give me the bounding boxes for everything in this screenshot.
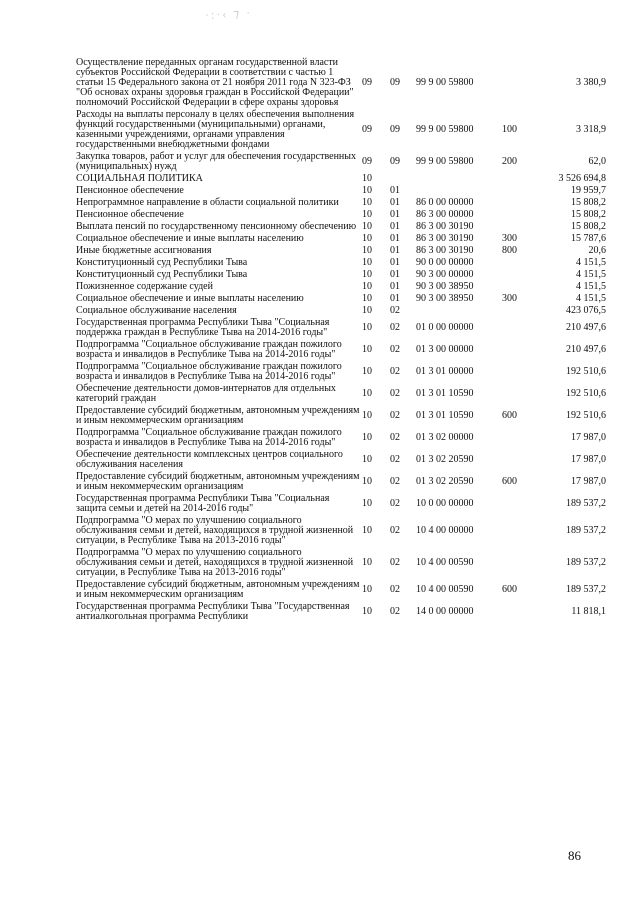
row-section: 10: [362, 185, 372, 196]
row-target-article: 90 3 00 00000: [416, 269, 474, 280]
row-expense-type: [502, 318, 536, 340]
row-section: 10: [362, 293, 372, 304]
row-subsection: 02: [390, 410, 400, 421]
row-subsection: 02: [390, 344, 400, 355]
row-subsection: 01: [390, 185, 400, 196]
row-subsection: 09: [390, 77, 400, 88]
row-name: Выплата пенсий по государственному пенсионному обеспечению: [76, 221, 357, 232]
budget-table: [76, 58, 606, 624]
table-row: [76, 580, 606, 602]
row-subsection: 02: [390, 498, 400, 509]
row-subsection: 01: [390, 233, 400, 244]
row-target-article: 01 3 02 00000: [416, 432, 474, 443]
row-name: Государственная программа Республики Тыва "Социальная поддержка граждан в Республике Тыва на 2014-2016 годы": [76, 317, 330, 338]
row-amount: 17 987,0: [571, 454, 606, 465]
row-expense-type: [502, 58, 536, 110]
row-expense-type: 200: [502, 156, 517, 167]
row-name: Пожизненное содержание судей: [76, 281, 213, 292]
table-row: [76, 384, 606, 406]
row-target-article: 99 9 00 59800: [416, 77, 474, 88]
table-row: [76, 602, 606, 624]
row-amount: 189 537,2: [566, 584, 606, 595]
row-expense-type: 600: [502, 476, 517, 487]
row-expense-type: [502, 428, 536, 450]
row-subsection: 02: [390, 366, 400, 377]
row-target-article: 10 4 00 00000: [416, 525, 474, 536]
row-section: 10: [362, 606, 372, 617]
row-subsection: 02: [390, 584, 400, 595]
row-target-article: 01 3 01 10590: [416, 410, 474, 421]
row-amount: 15 808,2: [571, 221, 606, 232]
row-target-article: 01 3 01 00000: [416, 366, 474, 377]
row-section: 10: [362, 344, 372, 355]
row-subsection: 01: [390, 257, 400, 268]
row-amount: 11 818,1: [571, 606, 606, 617]
row-expense-type: [502, 362, 536, 384]
table-row: [76, 450, 606, 472]
row-amount: 189 537,2: [566, 525, 606, 536]
row-name: Подпрограмма "О мерах по улучшению социального обслуживания семьи и детей, находящихся в трудной жизненной ситуации, в Республике Тыва на 2013-2016 годы": [76, 547, 354, 578]
row-amount: 3 526 694,8: [558, 173, 606, 184]
row-section: 10: [362, 454, 372, 465]
row-name: Государственная программа Республики Тыва "Государственная антиалкогольная программа Республики: [76, 601, 350, 622]
row-section: 10: [362, 410, 372, 421]
row-target-article: 90 3 00 38950: [416, 293, 474, 304]
row-section: 10: [362, 281, 372, 292]
row-section: 09: [362, 124, 372, 135]
row-target-article: 90 3 00 38950: [416, 281, 474, 292]
row-section: 10: [362, 173, 372, 184]
table-row: [76, 516, 606, 548]
row-expense-type: [502, 548, 536, 580]
row-subsection: 09: [390, 124, 400, 135]
row-expense-type: [502, 340, 536, 362]
row-section: 10: [362, 388, 372, 399]
row-name: Социальное обеспечение и иные выплаты населению: [76, 293, 304, 304]
row-expense-type: [502, 258, 536, 270]
row-section: 10: [362, 209, 372, 220]
row-amount: 4 151,5: [576, 281, 606, 292]
row-target-article: 90 0 00 00000: [416, 257, 474, 268]
row-amount: 4 151,5: [576, 269, 606, 280]
row-section: 10: [362, 221, 372, 232]
table-row: [76, 110, 606, 152]
row-name: Предоставление субсидий бюджетным, автономным учреждениям и иным некоммерческим организациям: [76, 579, 360, 600]
row-section: 10: [362, 233, 372, 244]
row-section: 10: [362, 525, 372, 536]
row-name: Социальное обслуживание населения: [76, 305, 237, 316]
row-section: 10: [362, 498, 372, 509]
row-name: Подпрограмма "О мерах по улучшению социального обслуживания семьи и детей, находящихся в трудной жизненной ситуации, в Республике Тыва на 2013-2016 годы": [76, 515, 354, 546]
table-row: [76, 362, 606, 384]
row-amount: 189 537,2: [566, 557, 606, 568]
row-target-article: 14 0 00 00000: [416, 606, 474, 617]
row-amount: 3 318,9: [576, 124, 606, 135]
row-expense-type: [502, 494, 536, 516]
row-target-article: 01 3 00 00000: [416, 344, 474, 355]
table-row: [76, 428, 606, 450]
row-subsection: 02: [390, 525, 400, 536]
row-subsection: 02: [390, 305, 400, 316]
row-section: 10: [362, 476, 372, 487]
row-amount: 4 151,5: [576, 257, 606, 268]
row-section: 09: [362, 77, 372, 88]
row-name: СОЦИАЛЬНАЯ ПОЛИТИКА: [76, 173, 203, 184]
row-target-article: [416, 306, 502, 318]
row-name: Пенсионное обеспечение: [76, 185, 184, 196]
row-amount: 210 497,6: [566, 344, 606, 355]
row-name: Пенсионное обеспечение: [76, 209, 184, 220]
row-subsection: 02: [390, 557, 400, 568]
row-name: Социальное обеспечение и иные выплаты населению: [76, 233, 304, 244]
row-name: Государственная программа Республики Тыва "Социальная защита семьи и детей на 2014-2016 годы": [76, 493, 330, 514]
row-name: Конституционный суд Республики Тыва: [76, 257, 248, 268]
row-amount: 15 808,2: [571, 197, 606, 208]
page-number: 86: [568, 848, 581, 863]
row-amount: 19 959,7: [571, 185, 606, 196]
row-expense-type: [502, 450, 536, 472]
row-expense-type: [502, 306, 536, 318]
row-name: Иные бюджетные ассигнования: [76, 245, 212, 256]
row-expense-type: 100: [502, 124, 517, 135]
row-section: 10: [362, 257, 372, 268]
row-amount: 3 380,9: [576, 77, 606, 88]
row-target-article: 86 3 00 30190: [416, 221, 474, 232]
row-section: 10: [362, 366, 372, 377]
budget-table-body: [76, 58, 606, 624]
row-section: 10: [362, 322, 372, 333]
row-subsection: 02: [390, 476, 400, 487]
row-expense-type: [502, 198, 536, 210]
row-target-article: 01 3 02 20590: [416, 454, 474, 465]
table-row: [76, 152, 606, 174]
row-name: Обеспечение деятельности домов-интернатов для отдельных категорий граждан: [76, 383, 336, 404]
table-row: [76, 406, 606, 428]
row-section: 10: [362, 432, 372, 443]
row-amount: 20,6: [588, 245, 606, 256]
row-section: 10: [362, 584, 372, 595]
row-subsection: 01: [390, 281, 400, 292]
row-expense-type: [502, 602, 536, 624]
row-target-article: 01 3 02 20590: [416, 476, 474, 487]
row-name: Предоставление субсидий бюджетным, автономным учреждениям и иным некоммерческим организациям: [76, 405, 360, 426]
row-target-article: 01 3 01 10590: [416, 388, 474, 399]
row-expense-type: 300: [502, 233, 517, 244]
row-name: Обеспечение деятельности комплексных центров социального обслуживания населения: [76, 449, 343, 470]
row-amount: 15 787,6: [571, 233, 606, 244]
row-target-article: 86 3 00 30190: [416, 233, 474, 244]
row-amount: 4 151,5: [576, 293, 606, 304]
row-subsection: 02: [390, 388, 400, 399]
row-target-article: [416, 174, 502, 186]
row-expense-type: [502, 270, 536, 282]
row-target-article: 86 3 00 00000: [416, 209, 474, 220]
row-section: 10: [362, 557, 372, 568]
row-subsection: 01: [390, 293, 400, 304]
row-amount: 192 510,6: [566, 366, 606, 377]
row-target-article: 01 0 00 00000: [416, 322, 474, 333]
scan-mark: ·:·‹ ⁊ ·: [204, 5, 253, 23]
row-name: Конституционный суд Республики Тыва: [76, 269, 248, 280]
row-expense-type: [502, 174, 536, 186]
row-amount: 192 510,6: [566, 410, 606, 421]
row-amount: 17 987,0: [571, 432, 606, 443]
row-section: 10: [362, 197, 372, 208]
row-subsection: 01: [390, 221, 400, 232]
row-target-article: 10 4 00 00590: [416, 584, 474, 595]
table-row: [76, 58, 606, 110]
row-name: Закупка товаров, работ и услуг для обеспечения государственных (муниципальных) нужд: [76, 151, 357, 172]
row-subsection: 09: [390, 156, 400, 167]
row-expense-type: [502, 516, 536, 548]
row-target-article: 86 3 00 30190: [416, 245, 474, 256]
row-target-article: 99 9 00 59800: [416, 124, 474, 135]
row-subsection: 01: [390, 245, 400, 256]
row-target-article: 10 0 00 00000: [416, 498, 474, 509]
row-amount: 192 510,6: [566, 388, 606, 399]
row-section: 10: [362, 245, 372, 256]
row-subsection: 01: [390, 197, 400, 208]
row-amount: 210 497,6: [566, 322, 606, 333]
row-expense-type: 600: [502, 584, 517, 595]
row-subsection: 02: [390, 432, 400, 443]
table-row: [76, 318, 606, 340]
row-expense-type: 300: [502, 293, 517, 304]
row-section: 09: [362, 156, 372, 167]
row-target-article: 99 9 00 59800: [416, 156, 474, 167]
row-subsection: 02: [390, 454, 400, 465]
row-amount: 423 076,5: [566, 305, 606, 316]
row-target-article: 10 4 00 00590: [416, 557, 474, 568]
row-name: Подпрограмма "Социальное обслуживание граждан пожилого возраста и инвалидов в Республике Тыва на 2014-2016 годы": [76, 339, 342, 360]
row-amount: 15 808,2: [571, 209, 606, 220]
table-row: [76, 340, 606, 362]
table-row: [76, 472, 606, 494]
row-target-article: 86 0 00 00000: [416, 197, 474, 208]
row-name: Осуществление переданных органам государственной власти субъектов Российской Федерации в соответствии с частью 1 статьи 15 Федерального закона от 21 ноября 2011 года N 323-ФЗ "Об основах охраны здоровья граждан в Российской Федерации" полномочий Российской Федерации в сфере охраны здоровья: [76, 57, 354, 108]
row-subsection: 02: [390, 606, 400, 617]
row-expense-type: [502, 186, 536, 198]
row-section: 10: [362, 305, 372, 316]
row-subsection: 02: [390, 322, 400, 333]
row-name: Непрограммное направление в области социальной политики: [76, 197, 339, 208]
table-row: [76, 548, 606, 580]
row-expense-type: 600: [502, 410, 517, 421]
row-name: Предоставление субсидий бюджетным, автономным учреждениям и иным некоммерческим организациям: [76, 471, 360, 492]
row-name: Подпрограмма "Социальное обслуживание граждан пожилого возраста и инвалидов в Республике Тыва на 2014-2016 годы": [76, 427, 342, 448]
row-name: Расходы на выплаты персоналу в целях обеспечения выполнения функций государственными (муниципальными) органами, казенными учреждениями, органами управления государственными внебюджетными фондами: [76, 109, 355, 150]
row-name: Подпрограмма "Социальное обслуживание граждан пожилого возраста и инвалидов в Республике Тыва на 2014-2016 годы": [76, 361, 342, 382]
row-amount: 17 987,0: [571, 476, 606, 487]
row-amount: 189 537,2: [566, 498, 606, 509]
row-expense-type: [502, 210, 536, 222]
row-expense-type: 800: [502, 245, 517, 256]
table-row: [76, 494, 606, 516]
row-amount: 62,0: [588, 156, 606, 167]
row-subsection: 01: [390, 209, 400, 220]
row-subsection: 01: [390, 269, 400, 280]
row-expense-type: [502, 384, 536, 406]
row-section: 10: [362, 269, 372, 280]
